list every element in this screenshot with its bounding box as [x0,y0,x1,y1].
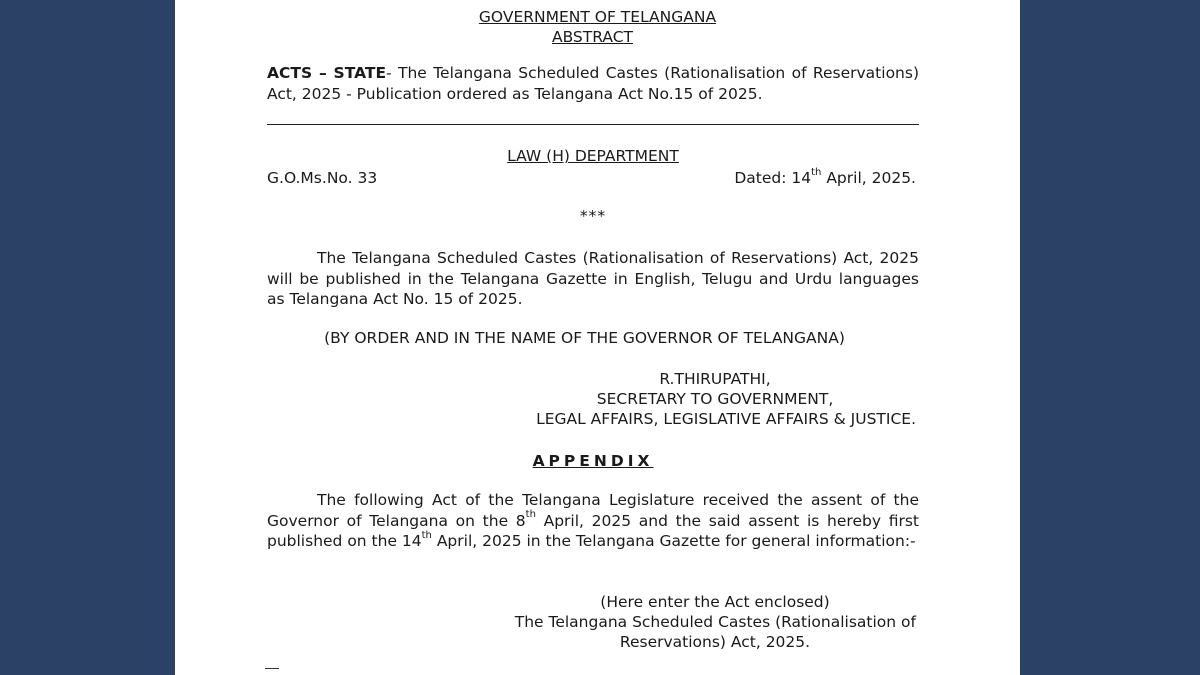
subject-prefix: ACTS – STATE [267,64,387,82]
order-date-prefix: Dated: 14 [734,169,812,187]
abstract-heading: ABSTRACT [551,28,634,46]
appendix-sup-2: th [421,529,432,541]
separator-stars: *** [579,207,607,225]
subject-text: - The Telangana Scheduled Castes (Rationalisation of Reservations) Act, 2025 - Publication ordered as Telangana Act No.15 of 2025. [267,64,919,103]
page-edge-mark [265,668,279,669]
act-title-line-1: The Telangana Scheduled Castes (Rationalisation of [514,613,916,631]
order-date-sup: th [811,166,822,178]
appendix-heading: APPENDIX [532,452,654,470]
department-heading: LAW (H) DEPARTMENT [507,147,679,165]
government-heading: GOVERNMENT OF TELANGANA [478,8,717,26]
body-paragraph: The Telangana Scheduled Castes (Rationalisation of Reservations) Act, 2025 will be published in the Telangana Gazette in English, Telugu and Urdu languages as Telangana Act No. 15 of 2025. [267,249,919,308]
appendix-text-2: April, 2025 and the said assent is hereby first published on the 14 [267,511,919,550]
order-date [734,168,916,189]
appendix-text-1: The following Act of the Telangana Legislature received the assent of the Governor of Telangana on the 8 [267,491,919,530]
signatory-title: SECRETARY TO GOVERNMENT, [596,390,834,408]
order-number: G.O.Ms.No. 33 [267,169,378,187]
subject-divider [267,124,919,125]
appendix-text-3: April, 2025 in the Telangana Gazette for general information:- [431,532,916,550]
appendix-sup-1: th [525,509,536,521]
signatory-department: LEGAL AFFAIRS, LEGISLATIVE AFFAIRS & JUSTICE. [536,410,916,428]
governor-order-line: (BY ORDER AND IN THE NAME OF THE GOVERNOR OF TELANGANA) [324,329,845,347]
subject-block [267,63,919,104]
act-title-line-2: Reservations) Act, 2025. [619,633,811,651]
appendix-paragraph [267,490,919,552]
order-date-suffix: April, 2025. [821,169,916,187]
signatory-name: R.THIRUPATHI, [659,370,771,388]
enclosed-note: (Here enter the Act enclosed) [600,593,830,611]
document-page [175,0,1020,675]
